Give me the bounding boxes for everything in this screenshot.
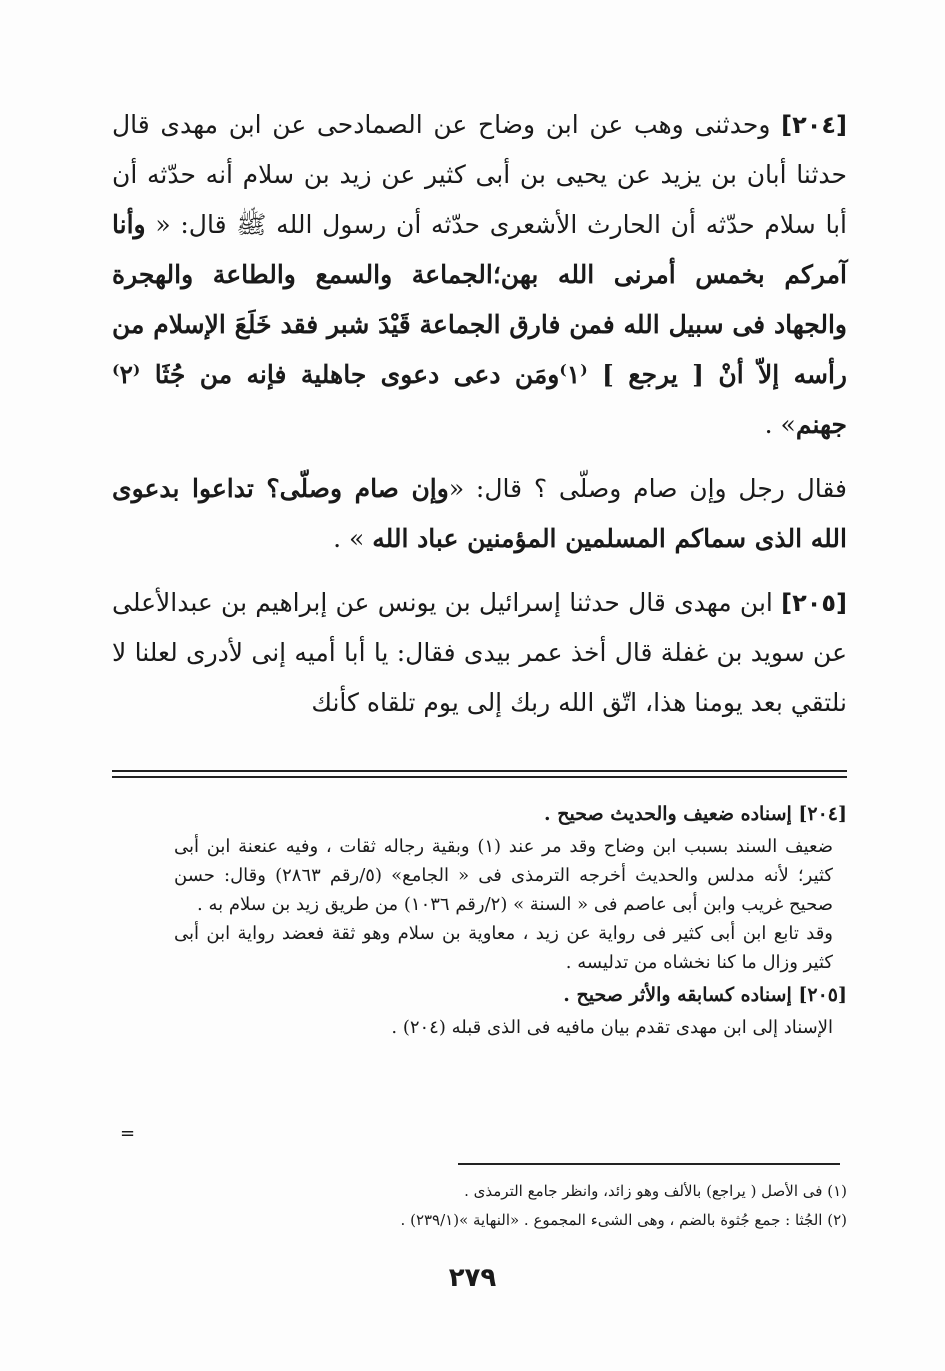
entry-number-205: [٢٠٥] [781, 589, 847, 617]
paragraph-204 [112, 100, 847, 450]
hadith-text: وأنا آمركم بخمس أمرنى الله بهن؛الجماعة والسمع والطاعة والهجرة والجهاد فى سبيل الله فمن فارق الجماعة قَيْدَ شبر فقد خَلَعَ الإسلام من رأسه إلاّ أنْ [ يرجع ] ⁽١⁾ومَن دعى دعوى جاهلية فإنه من جُثَا ⁽٢⁾ جهنم [112, 210, 847, 439]
hadith-text-2: وإن صام وصلّى؟ تداعوا بدعوى الله الذى سماكم المسلمين المؤمنين عباد الله [112, 474, 847, 553]
note-2: (٢) الجُثا : جمع جُثوة بالضم ، وهى الشىء المجموع . «النهاية »(٢٣٩/١) . [400, 1211, 847, 1229]
footnote-204-heading: [٢٠٤] إسناده ضعيف والحديث صحيح . [544, 803, 847, 825]
page-number: ٢٧٩ [448, 1263, 497, 1293]
note-1: (١) فى الأصل ( يراجع) بالألف وهو زائد، وانظر جامع الترمذى . [464, 1182, 847, 1200]
footnote-205-body: الإسناد إلى ابن مهدى تقدم بيان مافيه فى الذى قبله (٢٠٤) . [391, 1017, 833, 1038]
closing-quote-2: » . [333, 524, 373, 553]
paragraph-204-continued [112, 464, 847, 564]
footnote-205-heading: [٢٠٥] إسناده كسابقه والأثر صحيح . [563, 984, 847, 1006]
main-text [112, 100, 847, 728]
notes-rule [458, 1163, 840, 1165]
closing-quote: » . [764, 410, 796, 439]
narration-text-205: ابن مهدى قال حدثنا إسرائيل بن يونس عن إبراهيم بن عبدالأعلى عن سويد بن غفلة قال أخذ عمر بيدى فقال: يا أبا أميه إنى لأدرى لعلنا لا نلتقي بعد يومنا هذا، اتّق الله ربك إلى يوم تلقاه كأنك [112, 588, 847, 717]
separator-rule-bottom [112, 776, 847, 778]
footnote-204-body-2: وقد تابع ابن أبى كثير فى رواية عن زيد ، معاوية بن سلام وهو ثقة فعضد رواية ابن أبى كثير وزال ما كنا نخشاه من تدليسه . [174, 923, 833, 973]
footnotes-section [112, 796, 847, 1042]
narration-text: فقال رجل وإن صام وصلّى ؟ قال: « [448, 474, 848, 503]
isnad-text: وحدثنى وهب عن ابن وضاح عن الصمادحى عن ابن مهدى قال حدثنا أبان بن يزيد عن يحيى بن أبى كثير عن زيد بن سلام أنه حدّثه أن أبا سلام حدّثه أن الحارث الأشعرى حدّثه أن رسول الله ﷺ قال: « [112, 110, 847, 239]
paragraph-205 [112, 578, 847, 728]
notes-section [112, 1177, 847, 1235]
entry-number-204: [٢٠٤] [781, 111, 847, 139]
separator-rule-top [112, 770, 847, 772]
footnote-204-body: ضعيف السند بسبب ابن وضاح وقد مر عند (١) وبقية رجاله ثقات ، وفيه عنعنة ابن أبى كثير؛ لأنه مدلس والحديث أخرجه الترمذى فى « الجامع» (٥/رقم ٢٨٦٣) وقال: حسن صحيح غريب وابن أبى عاصم فى « السنة » (٢/رقم ١٠٣٦) من طريق زيد بن سلام به . [174, 836, 834, 915]
continuation-mark: = [120, 1123, 136, 1144]
